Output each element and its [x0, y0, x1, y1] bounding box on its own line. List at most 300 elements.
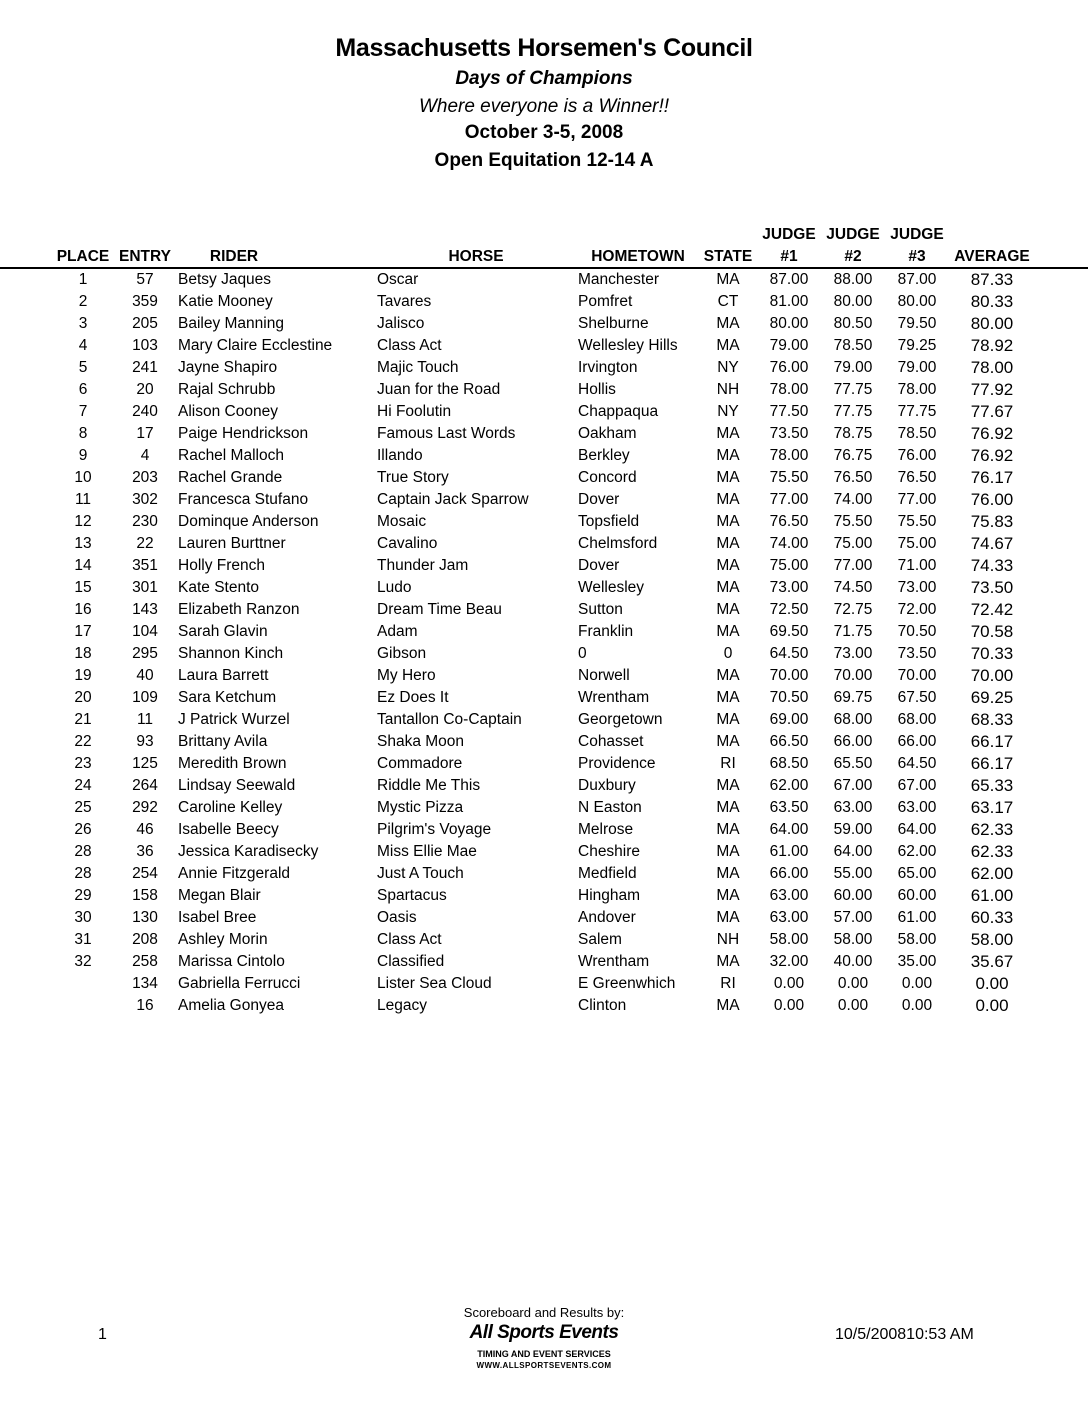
judge3-score-cell: 79.00 — [897, 359, 937, 376]
judge2-score-cell: 88.00 — [833, 271, 873, 288]
state-cell: RI — [720, 975, 736, 992]
entry-cell: 11 — [136, 711, 154, 728]
judge3-header: #3 — [908, 248, 926, 265]
horse-cell: Juan for the Road — [377, 381, 501, 398]
horse-cell: Mosaic — [377, 513, 427, 530]
state-cell: MA — [716, 997, 740, 1014]
judge1-score-cell: 66.00 — [769, 865, 809, 882]
place-cell: 4 — [78, 337, 88, 354]
entry-cell: 240 — [132, 403, 158, 420]
judge3-score-cell: 72.00 — [897, 601, 937, 618]
column-header-row — [0, 246, 1088, 269]
horse-cell: Classified — [377, 953, 445, 970]
horse-cell: My Hero — [377, 667, 436, 684]
entry-cell: 109 — [132, 689, 158, 706]
place-cell: 9 — [78, 447, 88, 464]
average-score-cell: 66.17 — [970, 732, 1014, 751]
average-score-cell: 75.83 — [970, 512, 1014, 531]
rider-cell: Megan Blair — [178, 887, 261, 904]
state-header: STATE — [703, 248, 753, 265]
average-score-cell: 62.00 — [970, 864, 1014, 883]
judge1-score-cell: 87.00 — [769, 271, 809, 288]
judge1-score-cell: 74.00 — [769, 535, 809, 552]
entry-cell: 4 — [140, 447, 150, 464]
table-row — [0, 555, 1088, 577]
table-row — [0, 731, 1088, 753]
hometown-cell: Georgetown — [578, 711, 663, 728]
place-header: PLACE — [56, 248, 110, 265]
average-score-cell: 78.00 — [970, 358, 1014, 377]
rider-cell: Kate Stento — [178, 579, 260, 596]
entry-cell: 40 — [136, 667, 154, 684]
rider-cell: Laura Barrett — [178, 667, 269, 684]
average-score-cell: 66.17 — [970, 754, 1014, 773]
average-score-cell: 76.92 — [970, 424, 1014, 443]
place-cell: 26 — [74, 821, 92, 838]
state-cell: MA — [716, 953, 740, 970]
entry-cell: 130 — [132, 909, 158, 926]
hometown-header: HOMETOWN — [591, 248, 685, 265]
table-row — [0, 357, 1088, 379]
place-cell: 32 — [74, 953, 92, 970]
hometown-cell: 0 — [578, 645, 587, 662]
state-cell: MA — [716, 777, 740, 794]
entry-cell: 16 — [136, 997, 154, 1014]
place-cell: 25 — [74, 799, 92, 816]
average-score-cell: 76.17 — [970, 468, 1014, 487]
average-score-cell: 74.67 — [970, 534, 1014, 553]
hometown-cell: Topsfield — [578, 513, 640, 530]
average-score-cell: 77.92 — [970, 380, 1014, 399]
state-cell: MA — [716, 865, 740, 882]
table-row — [0, 621, 1088, 643]
judge1-score-cell: 58.00 — [769, 931, 809, 948]
judge3-score-cell: 78.00 — [897, 381, 937, 398]
entry-header: ENTRY — [119, 248, 171, 265]
average-score-cell: 76.00 — [970, 490, 1014, 509]
state-cell: MA — [716, 821, 740, 838]
horse-cell: Mystic Pizza — [377, 799, 464, 816]
judge3-score-cell: 79.25 — [897, 337, 937, 354]
state-cell: MA — [716, 337, 740, 354]
hometown-cell: Hollis — [578, 381, 616, 398]
rider-cell: Mary Claire Ecclestine — [178, 337, 333, 354]
judge1-score-cell: 78.00 — [769, 381, 809, 398]
judge2-score-cell: 79.00 — [833, 359, 873, 376]
entry-cell: 93 — [136, 733, 154, 750]
place-cell: 20 — [74, 689, 92, 706]
judge3-score-cell: 77.75 — [897, 403, 937, 420]
results-table — [0, 224, 1088, 1017]
rider-cell: Meredith Brown — [178, 755, 287, 772]
entry-cell: 208 — [132, 931, 158, 948]
table-row — [0, 863, 1088, 885]
judge2-score-cell: 64.00 — [833, 843, 873, 860]
average-score-cell: 78.92 — [970, 336, 1014, 355]
event-tagline: Where everyone is a Winner!! — [418, 96, 670, 117]
horse-cell: Majic Touch — [377, 359, 459, 376]
judge2-score-cell: 67.00 — [833, 777, 873, 794]
judge2-score-cell: 40.00 — [833, 953, 873, 970]
hometown-cell: Chelmsford — [578, 535, 658, 552]
state-cell: MA — [716, 579, 740, 596]
judge3-score-cell: 70.00 — [897, 667, 937, 684]
hometown-cell: E Greenwhich — [578, 975, 676, 992]
judge2-score-cell: 55.00 — [833, 865, 873, 882]
place-cell: 10 — [74, 469, 92, 486]
place-cell: 2 — [78, 293, 88, 310]
table-row — [0, 511, 1088, 533]
state-cell: MA — [716, 315, 740, 332]
horse-cell: Adam — [377, 623, 418, 640]
horse-cell: Thunder Jam — [377, 557, 469, 574]
judge3-score-cell: 64.00 — [897, 821, 937, 838]
judge3-score-cell: 75.00 — [897, 535, 937, 552]
hometown-cell: Salem — [578, 931, 622, 948]
judge1-score-cell: 75.50 — [769, 469, 809, 486]
hometown-cell: Chappaqua — [578, 403, 659, 420]
judge2-score-cell: 63.00 — [833, 799, 873, 816]
entry-cell: 143 — [132, 601, 158, 618]
entry-cell: 292 — [132, 799, 158, 816]
judge3-score-cell: 58.00 — [897, 931, 937, 948]
state-cell: MA — [716, 447, 740, 464]
table-row — [0, 599, 1088, 621]
table-row — [0, 533, 1088, 555]
rider-cell: Holly French — [178, 557, 265, 574]
state-cell: MA — [716, 425, 740, 442]
rider-cell: Katie Mooney — [178, 293, 273, 310]
results-body — [0, 269, 1088, 1017]
rider-cell: Brittany Avila — [178, 733, 268, 750]
place-cell: 18 — [74, 645, 92, 662]
hometown-cell: Providence — [578, 755, 656, 772]
average-score-cell: 0.00 — [975, 996, 1009, 1015]
entry-cell: 302 — [132, 491, 158, 508]
average-score-cell: 87.33 — [970, 270, 1014, 289]
entry-cell: 125 — [132, 755, 158, 772]
judge3-score-cell: 73.00 — [897, 579, 937, 596]
event-name: Days of Champions — [455, 68, 633, 89]
rider-cell: Alison Cooney — [178, 403, 278, 420]
judge1-score-cell: 32.00 — [769, 953, 809, 970]
average-score-cell: 68.33 — [970, 710, 1014, 729]
rider-cell: Jessica Karadisecky — [178, 843, 319, 860]
average-score-cell: 70.58 — [970, 622, 1014, 641]
judge2-score-cell: 78.50 — [833, 337, 873, 354]
judge2-score-cell: 74.00 — [833, 491, 873, 508]
state-cell: MA — [716, 513, 740, 530]
state-cell: MA — [716, 733, 740, 750]
rider-cell: Elizabeth Ranzon — [178, 601, 300, 618]
horse-cell: Captain Jack Sparrow — [377, 491, 529, 508]
hometown-cell: Melrose — [578, 821, 634, 838]
average-score-cell: 65.33 — [970, 776, 1014, 795]
judge2-score-cell: 59.00 — [833, 821, 873, 838]
judge3-score-cell: 64.50 — [897, 755, 937, 772]
hometown-cell: Wrentham — [578, 953, 650, 970]
entry-cell: 36 — [136, 843, 154, 860]
judge3-score-cell: 0.00 — [901, 975, 933, 992]
judge2-top-header: JUDGE — [826, 226, 880, 243]
judge3-score-cell: 60.00 — [897, 887, 937, 904]
table-row — [0, 291, 1088, 313]
average-score-cell: 62.33 — [970, 842, 1014, 861]
judge1-score-cell: 77.00 — [769, 491, 809, 508]
judge2-score-cell: 80.00 — [833, 293, 873, 310]
place-cell: 15 — [74, 579, 92, 596]
average-score-cell: 63.17 — [970, 798, 1014, 817]
judge3-score-cell: 76.50 — [897, 469, 937, 486]
entry-cell: 351 — [132, 557, 158, 574]
horse-cell: Famous Last Words — [377, 425, 516, 442]
state-cell: MA — [716, 535, 740, 552]
horse-header: HORSE — [448, 248, 504, 265]
table-row — [0, 269, 1088, 291]
horse-cell: Dream Time Beau — [377, 601, 502, 618]
table-row — [0, 995, 1088, 1017]
judge2-score-cell: 0.00 — [837, 997, 869, 1014]
rider-cell: Isabelle Beecy — [178, 821, 279, 838]
horse-cell: Shaka Moon — [377, 733, 465, 750]
place-cell: 28 — [74, 865, 92, 882]
table-row — [0, 577, 1088, 599]
place-cell: 14 — [74, 557, 92, 574]
place-cell: 24 — [74, 777, 92, 794]
judge2-score-cell: 76.50 — [833, 469, 873, 486]
average-score-cell: 70.00 — [970, 666, 1014, 685]
judge1-score-cell: 72.50 — [769, 601, 809, 618]
horse-cell: Lister Sea Cloud — [377, 975, 492, 992]
table-row — [0, 929, 1088, 951]
judge2-score-cell: 73.00 — [833, 645, 873, 662]
table-row — [0, 907, 1088, 929]
judge1-score-cell: 73.50 — [769, 425, 809, 442]
table-row — [0, 313, 1088, 335]
place-cell: 30 — [74, 909, 92, 926]
place-cell: 21 — [74, 711, 92, 728]
judge2-score-cell: 77.75 — [833, 403, 873, 420]
horse-cell: Ludo — [377, 579, 412, 596]
judge1-score-cell: 69.00 — [769, 711, 809, 728]
judge1-score-cell: 63.00 — [769, 887, 809, 904]
state-cell: NH — [716, 931, 740, 948]
average-header: AVERAGE — [954, 248, 1030, 265]
judge3-score-cell: 63.00 — [897, 799, 937, 816]
average-score-cell: 80.33 — [970, 292, 1014, 311]
judge3-score-cell: 79.50 — [897, 315, 937, 332]
entry-cell: 158 — [132, 887, 158, 904]
table-row — [0, 445, 1088, 467]
entry-cell: 254 — [132, 865, 158, 882]
horse-cell: Legacy — [377, 997, 427, 1014]
judge2-score-cell: 80.50 — [833, 315, 873, 332]
table-row — [0, 401, 1088, 423]
average-score-cell: 80.00 — [970, 314, 1014, 333]
average-score-cell: 76.92 — [970, 446, 1014, 465]
judge3-score-cell: 65.00 — [897, 865, 937, 882]
average-score-cell: 62.33 — [970, 820, 1014, 839]
hometown-cell: Shelburne — [578, 315, 649, 332]
table-row — [0, 379, 1088, 401]
horse-cell: Gibson — [377, 645, 427, 662]
state-cell: MA — [716, 491, 740, 508]
state-cell: MA — [716, 843, 740, 860]
rider-cell: Bailey Manning — [178, 315, 284, 332]
rider-header: RIDER — [209, 248, 259, 265]
average-score-cell: 70.33 — [970, 644, 1014, 663]
hometown-cell: Wellesley Hills — [578, 337, 678, 354]
judge1-score-cell: 62.00 — [769, 777, 809, 794]
horse-cell: Pilgrim's Voyage — [377, 821, 492, 838]
place-cell: 29 — [74, 887, 92, 904]
judge2-score-cell: 78.75 — [833, 425, 873, 442]
hometown-cell: Berkley — [578, 447, 630, 464]
judge2-score-cell: 57.00 — [833, 909, 873, 926]
rider-cell: Rachel Malloch — [178, 447, 284, 464]
state-cell: MA — [716, 557, 740, 574]
judge1-header: #1 — [780, 248, 798, 265]
sponsor-subtitle: TIMING AND EVENT SERVICES — [477, 1349, 611, 1359]
judge2-score-cell: 77.75 — [833, 381, 873, 398]
average-score-cell: 60.33 — [970, 908, 1014, 927]
hometown-cell: Sutton — [578, 601, 623, 618]
rider-cell: Rajal Schrubb — [178, 381, 276, 398]
judge2-score-cell: 77.00 — [833, 557, 873, 574]
table-row — [0, 753, 1088, 775]
hometown-cell: Pomfret — [578, 293, 633, 310]
entry-cell: 134 — [132, 975, 158, 992]
judge1-score-cell: 76.50 — [769, 513, 809, 530]
horse-cell: Class Act — [377, 337, 442, 354]
table-row — [0, 335, 1088, 357]
rider-cell: Betsy Jaques — [178, 271, 272, 288]
hometown-cell: Oakham — [578, 425, 637, 442]
average-score-cell: 58.00 — [970, 930, 1014, 949]
table-row — [0, 687, 1088, 709]
entry-cell: 103 — [132, 337, 158, 354]
judge2-score-cell: 76.75 — [833, 447, 873, 464]
state-cell: 0 — [723, 645, 733, 662]
average-score-cell: 74.33 — [970, 556, 1014, 575]
judge3-score-cell: 35.00 — [897, 953, 937, 970]
rider-cell: Paige Hendrickson — [178, 425, 309, 442]
rider-cell: Isabel Bree — [178, 909, 257, 926]
entry-cell: 205 — [132, 315, 158, 332]
place-cell: 5 — [78, 359, 88, 376]
entry-cell: 241 — [132, 359, 158, 376]
entry-cell: 46 — [136, 821, 154, 838]
judge3-score-cell: 78.50 — [897, 425, 937, 442]
entry-cell: 104 — [132, 623, 158, 640]
state-cell: MA — [716, 799, 740, 816]
rider-cell: Francesca Stufano — [178, 491, 309, 508]
judge2-score-cell: 75.00 — [833, 535, 873, 552]
rider-cell: Shannon Kinch — [178, 645, 284, 662]
judge2-score-cell: 69.75 — [833, 689, 873, 706]
judge1-score-cell: 80.00 — [769, 315, 809, 332]
judge1-score-cell: 64.50 — [769, 645, 809, 662]
horse-cell: Spartacus — [377, 887, 447, 904]
hometown-cell: Clinton — [578, 997, 627, 1014]
sponsor-logo: All Sports Events — [469, 1322, 619, 1343]
average-score-cell: 77.67 — [970, 402, 1014, 421]
horse-cell: Just A Touch — [377, 865, 464, 882]
rider-cell: Caroline Kelley — [178, 799, 283, 816]
table-row — [0, 819, 1088, 841]
state-cell: CT — [717, 293, 739, 310]
state-cell: MA — [716, 689, 740, 706]
hometown-cell: Dover — [578, 557, 620, 574]
place-cell: 11 — [74, 491, 92, 508]
judge-header-row — [0, 224, 1088, 246]
table-row — [0, 973, 1088, 995]
credit-label: Scoreboard and Results by: — [463, 1305, 625, 1320]
judge3-score-cell: 67.50 — [897, 689, 937, 706]
horse-cell: True Story — [377, 469, 449, 486]
average-score-cell: 72.42 — [970, 600, 1014, 619]
horse-cell: Oscar — [377, 271, 419, 288]
hometown-cell: Dover — [578, 491, 620, 508]
judge3-score-cell: 70.50 — [897, 623, 937, 640]
horse-cell: Cavalino — [377, 535, 438, 552]
print-timestamp: 10/5/200810:53 AM — [835, 1326, 974, 1343]
document-title: Massachusetts Horsemen's Council — [335, 34, 753, 62]
table-row — [0, 841, 1088, 863]
state-cell: MA — [716, 271, 740, 288]
judge3-score-cell: 67.00 — [897, 777, 937, 794]
state-cell: NY — [717, 359, 739, 376]
horse-cell: Ez Does It — [377, 689, 449, 706]
state-cell: MA — [716, 601, 740, 618]
average-score-cell: 61.00 — [970, 886, 1014, 905]
entry-cell: 264 — [132, 777, 158, 794]
place-cell: 3 — [78, 315, 88, 332]
state-cell: MA — [716, 469, 740, 486]
place-cell: 23 — [74, 755, 92, 772]
hometown-cell: Cohasset — [578, 733, 644, 750]
judge3-score-cell: 73.50 — [897, 645, 937, 662]
judge1-score-cell: 63.50 — [769, 799, 809, 816]
judge1-score-cell: 79.00 — [769, 337, 809, 354]
place-cell: 16 — [74, 601, 92, 618]
judge1-score-cell: 69.50 — [769, 623, 809, 640]
judge1-top-header: JUDGE — [762, 226, 816, 243]
horse-cell: Jalisco — [377, 315, 425, 332]
hometown-cell: Manchester — [578, 271, 659, 288]
table-row — [0, 467, 1088, 489]
table-row — [0, 885, 1088, 907]
average-score-cell: 35.67 — [970, 952, 1014, 971]
hometown-cell: Medfield — [578, 865, 637, 882]
judge1-score-cell: 78.00 — [769, 447, 809, 464]
place-cell: 1 — [78, 271, 88, 288]
rider-cell: Sarah Glavin — [178, 623, 268, 640]
judge1-score-cell: 77.50 — [769, 403, 809, 420]
entry-cell: 203 — [132, 469, 158, 486]
state-cell: NH — [716, 381, 740, 398]
judge1-score-cell: 81.00 — [769, 293, 809, 310]
rider-cell: Amelia Gonyea — [178, 997, 284, 1014]
state-cell: MA — [716, 667, 740, 684]
judge3-score-cell: 87.00 — [897, 271, 937, 288]
entry-cell: 258 — [132, 953, 158, 970]
state-cell: NY — [717, 403, 739, 420]
place-cell: 17 — [74, 623, 92, 640]
state-cell: RI — [720, 755, 736, 772]
judge2-score-cell: 74.50 — [833, 579, 873, 596]
rider-cell: Rachel Grande — [178, 469, 283, 486]
